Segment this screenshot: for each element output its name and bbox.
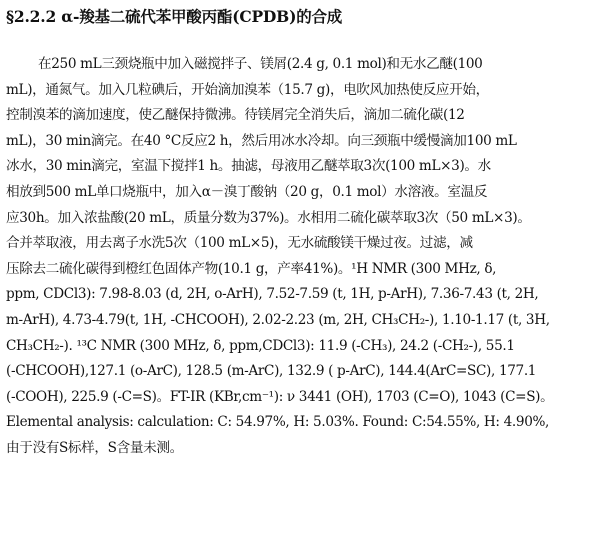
paragraph-line: mL)，通氮气。加入几粒碘后，开始滴加溴苯（15.7 g)，电吹风加热使反应开始，: [6, 81, 489, 98]
paragraph-line: 相放到500 mL单口烧瓶中，加入α－溴丁酸钠（20 g，0.1 mol）水溶液。室温反: [6, 183, 488, 200]
paragraph-line: 合并萃取液，用去离子水洗5次（100 mL×5)，无水硫酸镁干燥过夜。过滤，减: [6, 235, 473, 252]
paragraph-line: (-COOH), 225.9 (-C=S)。FT-IR (KBr,cm⁻¹): ν 3441 (OH), 1703 (C=O), 1043 (C=S)。: [6, 388, 554, 405]
paragraph-line: 冰水，30 min滴完，室温下搅拌1 h。抽滤，母液用乙醚萃取3次(100 mL×3)。水: [6, 158, 491, 175]
paragraph-line: Elemental analysis: calculation: C: 54.97%, H: 5.03%. Found: C:54.55%, H: 4.90%,: [6, 414, 550, 431]
paragraph-line: 应30h。加入浓盐酸(20 mL，质量分数为37%)。水相用二硫化碳萃取3次（50 mL×3)。: [6, 209, 531, 226]
paragraph-line: 控制溴苯的滴加速度，使乙醚保持微沸。待镁屑完全消失后，滴加二硫化碳(12: [6, 107, 465, 124]
paragraph-line: CH₃CH₂-). ¹³C NMR (300 MHz, δ, ppm,CDCl3): 11.9 (-CH₃), 24.2 (-CH₂-), 55.1: [6, 337, 515, 354]
paragraph-line: ppm, CDCl3): 7.98-8.03 (d, 2H, o-ArH), 7.52-7.59 (t, 1H, p-ArH), 7.36-7.43 (t, 2H,: [6, 286, 539, 303]
paragraph-line: 在250 mL三颈烧瓶中加入磁搅拌子、镁屑(2.4 g, 0.1 mol)和无水乙醚(100: [38, 56, 483, 72]
paragraph-line: mL)，30 min滴完。在40 °C反应2 h，然后用冰水冷却。向三颈瓶中缓慢滴加100 mL: [6, 132, 517, 149]
paragraph-line: 压除去二硫化碳得到橙红色固体产物(10.1 g，产率41%)。¹H NMR (300 MHz, δ,: [6, 260, 497, 277]
paragraph-line: 由于没有S标样，S含量未测。: [6, 439, 183, 456]
section-heading: §2.2.2 α-羧基二硫代苯甲酸丙酯(CPDB)的合成: [6, 7, 343, 26]
paragraph-line: (-CHCOOH),127.1 (o-ArC), 128.5 (m-ArC), 132.9 ( p-ArC), 144.4(ArC=SC), 177.1: [6, 363, 537, 380]
paragraph-line: m-ArH), 4.73-4.79(t, 1H, -CHCOOH), 2.02-2.23 (m, 2H, CH₃CH₂-), 1.10-1.17 (t, 3H,: [6, 311, 550, 328]
body-paragraph: [6, 52, 594, 462]
